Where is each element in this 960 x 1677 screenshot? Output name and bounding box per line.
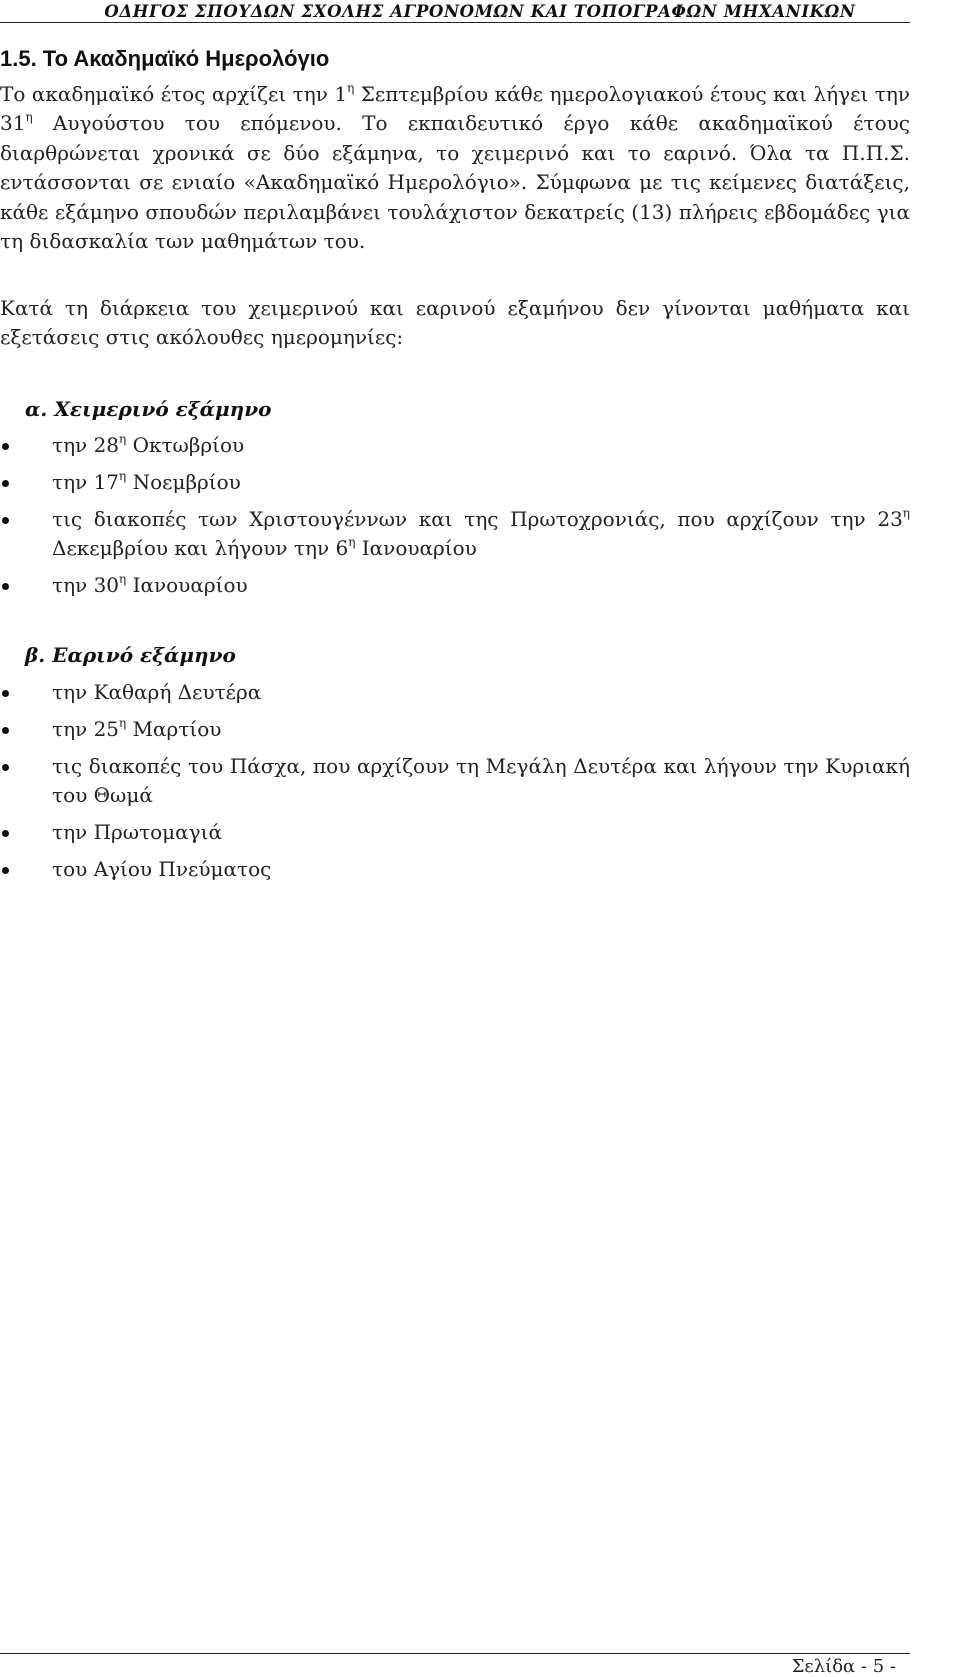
bullet-icon	[2, 830, 9, 837]
list-item: την $30^\eta$ Ιανουαρίου	[0, 571, 910, 600]
header-rule	[0, 22, 910, 23]
list-item: τις διακοπές των Χριστουγέννων και της Πρωτοχρονιάς, που αρχίζουν την $23^\eta$ Δεκεμβρίου και λήγουν την $6^\eta$ Ιανουαρίου	[0, 505, 910, 564]
bullet-icon	[2, 867, 9, 874]
bullet-icon	[2, 480, 9, 487]
bullet-icon	[2, 583, 9, 590]
intro-paragraph	[0, 80, 910, 256]
list-item: τις διακοπές του Πάσχα, που αρχίζουν τη Μεγάλη Δευτέρα και λήγουν την Κυριακή του Θωμά	[0, 752, 910, 811]
intro-text-2: Σεπτεμβρίου κάθε ημερολογιακού έτους και λήγει την 31	[0, 82, 910, 136]
footer-rule	[0, 1653, 910, 1654]
winter-holidays-list	[0, 431, 910, 601]
ordinal-superscript: η	[25, 110, 33, 125]
bullet-icon	[2, 443, 9, 450]
winter-semester-heading: α. Χειμερινό εξάμηνο	[25, 397, 272, 421]
list-item: την $17^\eta$ Νοεμβρίου	[0, 468, 910, 497]
list-item: την Πρωτομαγιά	[0, 818, 910, 847]
bullet-icon	[2, 690, 9, 697]
page-number: Σελίδα - 5 -	[791, 1656, 896, 1677]
spring-semester-heading: β. Εαρινό εξάμηνο	[25, 643, 236, 667]
list-item: του Αγίου Πνεύματος	[0, 855, 910, 884]
bullet-icon	[2, 764, 9, 771]
intro-text-1: Το ακαδημαϊκό έτος αρχίζει την 1	[0, 82, 348, 106]
bullet-icon	[2, 727, 9, 734]
section-heading: 1.5. Το Ακαδημαϊκό Ημερολόγιο	[0, 46, 330, 71]
intro-text-3: Αυγούστου του επόμενου. Το εκπαιδευτικό έργο κάθε ακαδημαϊκού έτους διαρθρώνεται χρονικά σε δύο εξάμηνα, το χειμερινό και το εαρινό. Όλα τα Π.Π.Σ. εντάσσονται σε ενιαίο «Ακαδημαϊκό Ημερολόγιο». Σύμφωνα με τις κείμενες διατάξεις, κάθε εξάμηνο σπουδών περιλαμβάνει τουλάχιστον δεκατρείς (13) πλήρεις εβδομάδες για τη διδασκαλία των μαθημάτων του.	[0, 111, 910, 254]
list-item: την $25^\eta$ Μαρτίου	[0, 715, 910, 744]
list-item: την Καθαρή Δευτέρα	[0, 678, 910, 707]
list-item: την $28^\eta$ Οκτωβρίου	[0, 431, 910, 460]
ordinal-superscript: η	[347, 81, 355, 95]
spring-holidays-list	[0, 678, 910, 884]
holidays-paragraph: Κατά τη διάρκεια του χειμερινού και εαρινού εξαμήνου δεν γίνονται μαθήματα και εξετάσεις στις ακόλουθες ημερομηνίες:	[0, 296, 910, 350]
bullet-icon	[2, 517, 9, 524]
running-header: ΟΔΗΓΟΣ ΣΠΟΥΔΩΝ ΣΧΟΛΗΣ ΑΓΡΟΝΟΜΩΝ ΚΑΙ ΤΟΠΟΓΡΑΦΩΝ ΜΗΧΑΝΙΚΩΝ	[104, 2, 856, 21]
